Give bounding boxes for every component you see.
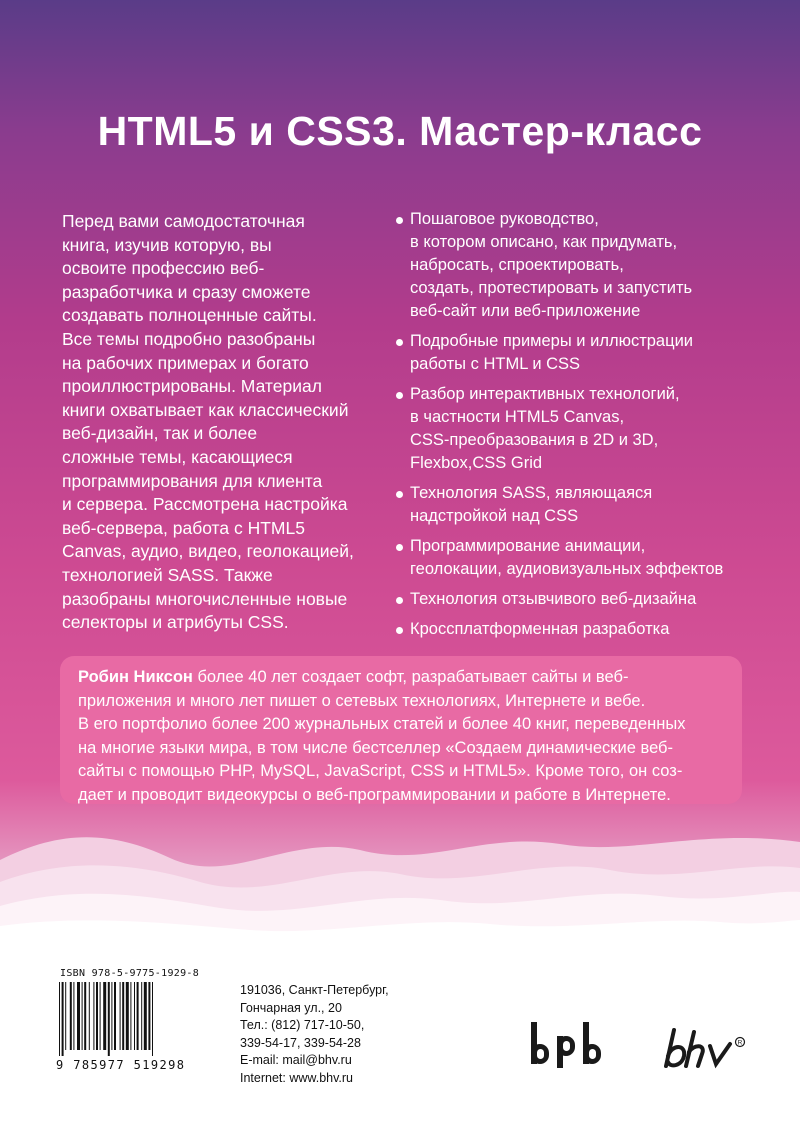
description-line: разобраны многочисленные новые (62, 588, 348, 609)
description-line: веб-дизайн, так и более (62, 423, 258, 444)
bullet-dot-icon (396, 339, 403, 346)
feature-item (396, 383, 791, 475)
author-bio-start: более 40 лет создает софт, разрабатывает сайты и веб- (192, 668, 629, 686)
feature-line: Программирование анимации, (410, 537, 646, 555)
description-line: сложные темы, касающиеся (62, 446, 293, 467)
bpb-logo-icon (530, 1022, 606, 1068)
author-line: дает и проводит видеокурсы о веб-программировании и работе в Интернете. (78, 785, 671, 804)
feature-line: геолокации, аудиовизуальных эффектов (410, 560, 724, 578)
feature-line: в частности HTML5 Canvas, (410, 408, 625, 426)
feature-item (396, 330, 791, 376)
feature-list (396, 208, 791, 648)
address-line: 339-54-17, 339-54-28 (240, 1035, 361, 1050)
feature-line: работы с HTML и CSS (410, 355, 581, 373)
barcode-digits: 9 785977 519298 (56, 1058, 186, 1072)
description-line: технологией SASS. Также (62, 564, 273, 585)
feature-line: Пошаговое руководство, (410, 210, 599, 228)
description-line: селекторы и атрибуты CSS. (62, 612, 289, 633)
author-line: сайты с помощью PHP, MySQL, JavaScript, CSS и HTML5». Кроме того, он соз- (78, 762, 683, 780)
bullet-dot-icon (396, 627, 403, 634)
description-line: книги охватывает как классический (62, 399, 349, 420)
feature-line: Подробные примеры и иллюстрации (410, 332, 693, 350)
description-line: создавать полноценные сайты. (62, 305, 317, 326)
author-line: приложения и много лет пишет о сетевых технологиях, Интернете и вебе. (78, 691, 646, 710)
svg-text:R: R (737, 1039, 743, 1047)
author-line: на многие языки мира, в том числе бестселлер «Создаем динамические веб- (78, 738, 673, 757)
description-line: Canvas, аудио, видео, геолокацией, (62, 541, 354, 562)
wave-decoration (0, 820, 800, 950)
bullet-dot-icon (396, 217, 403, 224)
barcode-icon (58, 982, 190, 1056)
description-line: веб-сервера, работа с HTML5 (62, 517, 305, 538)
bullet-dot-icon (396, 491, 403, 498)
description-line: и сервера. Рассмотрена настройка (62, 494, 348, 515)
description-line: на рабочих примерах и богато (62, 352, 309, 373)
description-line: Все темы подробно разобраны (62, 328, 316, 349)
feature-line: надстройкой над CSS (410, 507, 579, 525)
feature-line: Кроссплатформенная разработка (410, 620, 670, 638)
bullet-dot-icon (396, 392, 403, 399)
address-line: E-mail: mail@bhv.ru (240, 1053, 352, 1068)
description-line: Перед вами самодостаточная (62, 211, 305, 231)
author-line: В его портфолио более 200 журнальных статей и более 40 книг, переведенных (78, 715, 686, 733)
feature-line: в котором описано, как придумать, (410, 233, 678, 251)
isbn: ISBN 978-5-9775-1929-8 (60, 968, 200, 979)
feature-item (396, 208, 791, 323)
author-name: Робин Никсон (78, 668, 193, 686)
bullet-dot-icon (396, 597, 403, 604)
description-line: разработчика и сразу сможете (62, 281, 311, 302)
feature-line: CSS-преобразования в 2D и 3D, (410, 431, 659, 449)
feature-line: Разбор интерактивных технологий, (410, 385, 680, 403)
author-box (60, 656, 742, 804)
feature-line: Flexbox,CSS Grid (410, 454, 543, 472)
address-line: 191036, Санкт-Петербург, (240, 983, 389, 997)
publisher-address (240, 982, 440, 1088)
book-description (62, 210, 382, 635)
bullet-dot-icon (396, 544, 403, 551)
address-line: Гончарная ул., 20 (240, 1000, 342, 1015)
author-line (78, 666, 726, 690)
bhv-logo-icon (660, 1020, 750, 1072)
description-line: проиллюстрированы. Материал (62, 376, 322, 397)
description-line: освоите профессию веб- (62, 258, 265, 279)
feature-line: Технология SASS, являющаяся (410, 484, 653, 502)
feature-item (396, 588, 791, 611)
feature-item (396, 535, 791, 581)
feature-line: создать, протестировать и запустить (410, 279, 693, 297)
book-title: HTML5 и CSS3. Мастер-класс (97, 108, 703, 154)
description-line: программирования для клиента (62, 470, 323, 491)
address-line: Тел.: (812) 717-10-50, (240, 1018, 365, 1033)
feature-item (396, 482, 791, 528)
feature-line: набросать, спроектировать, (410, 256, 624, 274)
feature-line: веб-сайт или веб-приложение (410, 302, 641, 320)
address-line: Internet: www.bhv.ru (240, 1070, 354, 1085)
description-line: книга, изучив которую, вы (62, 234, 272, 255)
feature-line: Технология отзывчивого веб-дизайна (410, 590, 697, 608)
feature-item (396, 618, 791, 641)
